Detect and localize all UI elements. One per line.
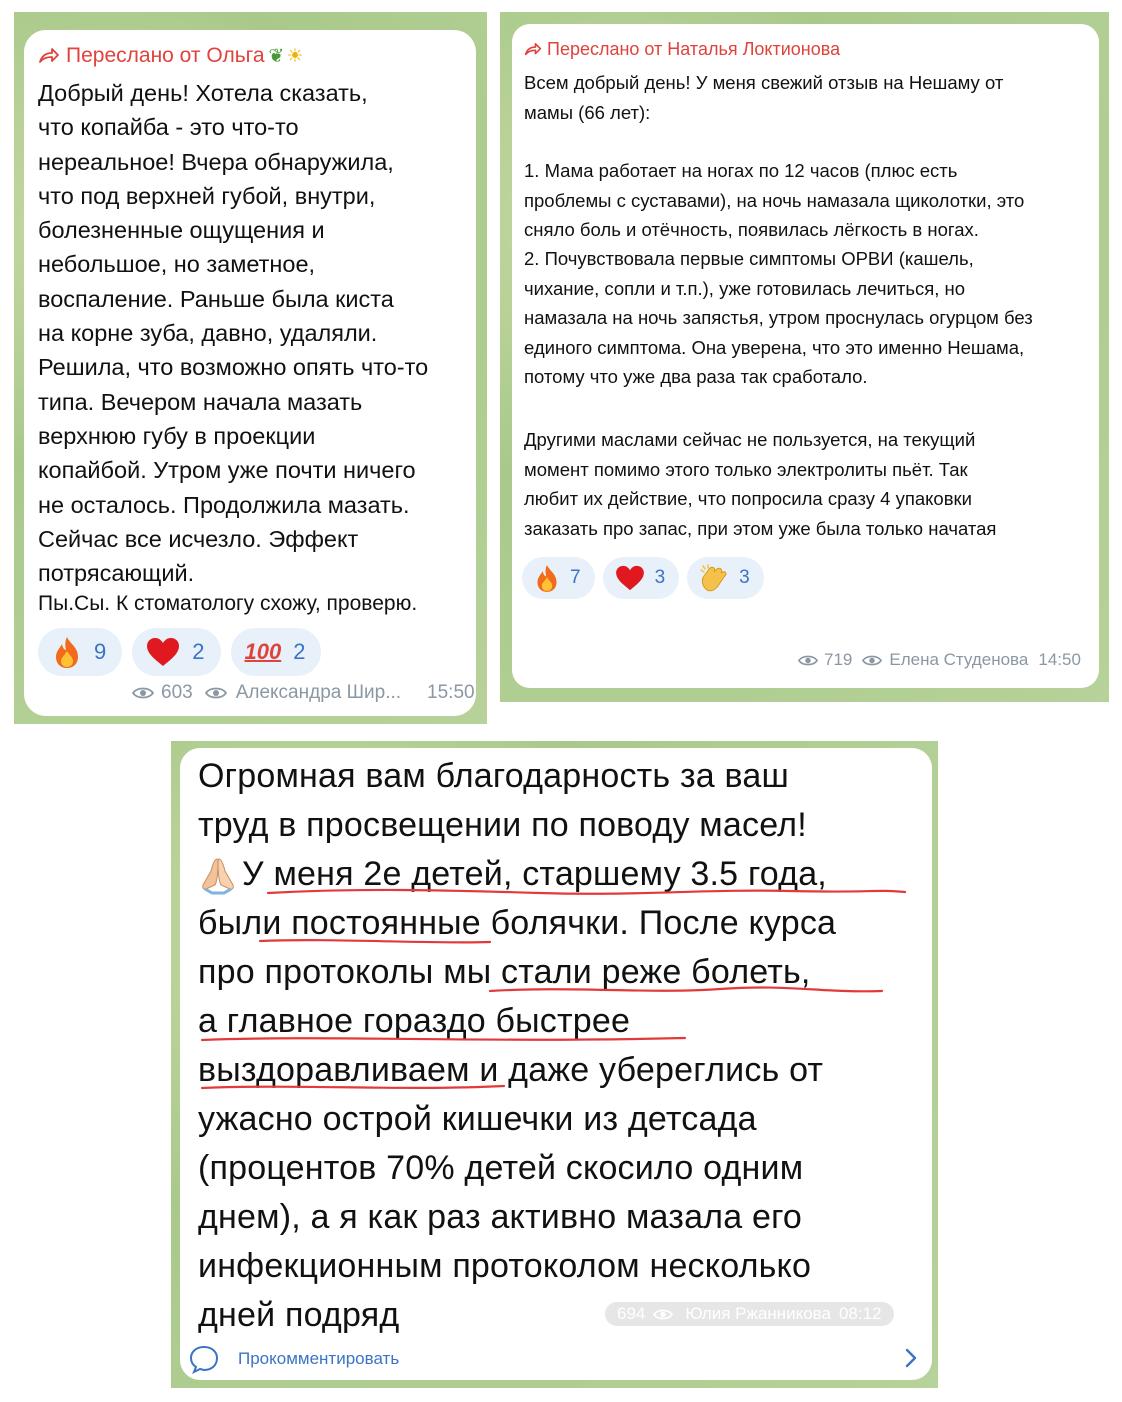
message-time: 14:50 <box>1038 650 1081 669</box>
message-meta <box>798 650 1081 670</box>
text-line: (процентов 70% детей скосило одним <box>198 1149 804 1187</box>
text-line: ужасно острой кишечки из детсада <box>198 1100 757 1138</box>
text-line: инфекционным протоколом несколько <box>198 1247 812 1285</box>
text-line: про протоколы мы стали реже болеть, <box>198 953 811 991</box>
reaction-hundred[interactable] <box>231 628 322 676</box>
reactions-row <box>38 628 321 676</box>
message-time: 08:12 <box>838 1304 882 1323</box>
message-ps: Пы.Сы. К стоматологу схожу, проверю. <box>38 592 418 615</box>
eye-icon <box>132 686 154 700</box>
reaction-heart[interactable] <box>603 557 680 599</box>
message-time: 15:50 <box>427 682 475 703</box>
praying-hands-icon <box>198 855 238 895</box>
text-line: труд в просвещении по поводу масел! <box>198 806 807 844</box>
forwarded-header[interactable] <box>38 44 303 68</box>
text-line: а главное гораздо быстрее <box>198 1002 631 1040</box>
reaction-heart[interactable] <box>132 628 220 676</box>
reaction-clap[interactable] <box>687 557 764 599</box>
clap-icon <box>699 564 729 592</box>
author-signature: Юлия Ржанникова <box>685 1304 831 1323</box>
message-text: Добрый день! Хотела сказать, что копайба - это что-то нереальное! Вчера обнаружила, что под верхней губой, внутри, болезненные ощущения и небольшое, но заметное, воспаление. Раньше была киста на корне зуба, давно, удаляли. Решила, что возможно опять что-то типа. Вечером начала мазать верхнюю губу в проекции копайбой. Утром уже почти ничего не осталось. Продолжила мазать. Сейчас все исчезло. Эффект потрясающий. <box>38 80 429 587</box>
chevron-right-icon <box>904 1348 918 1368</box>
message-bubble-natalya <box>512 24 1099 688</box>
message-meta <box>132 682 475 704</box>
forwarded-label: Переслано от Наталья Локтионова <box>547 39 841 59</box>
heart-icon <box>146 637 180 667</box>
sun-emoji-icon: ☀ <box>286 45 304 67</box>
reaction-fire[interactable] <box>522 557 595 599</box>
text-line: выздоравливаем и даже убереглись от <box>198 1051 824 1089</box>
message-bubble-yulia <box>180 748 932 1380</box>
message-point-1: 1. Мама работает на ногах по 12 часов (плюс есть проблемы с суставами), на ночь намазала щиколотки, это сняло боль и отёчность, появилась лёгкость в ногах. <box>524 160 1025 240</box>
fire-icon <box>534 563 560 593</box>
text-line: дней подряд <box>198 1296 400 1334</box>
text-line: У меня 2е детей, старшему 3.5 года, <box>242 855 827 893</box>
message-text <box>198 752 928 1340</box>
reaction-count: 2 <box>192 639 205 664</box>
views-count: 719 <box>824 650 853 669</box>
text-line: днем), а я как раз активно мазала его <box>198 1198 803 1236</box>
comment-bubble-icon <box>188 1344 220 1374</box>
forwarded-header[interactable] <box>524 39 840 60</box>
leaf-emoji-icon: ❦ <box>268 45 285 67</box>
eye-icon <box>205 686 227 700</box>
text-line: Огромная вам благодарность за ваш <box>198 757 789 795</box>
forward-arrow-icon <box>38 47 60 65</box>
forward-arrow-icon <box>524 42 542 57</box>
reaction-count: 3 <box>739 567 750 588</box>
eye-icon <box>862 654 882 667</box>
message-bubble-olga <box>24 30 476 716</box>
reaction-count: 3 <box>654 567 666 588</box>
views-count: 694 <box>617 1304 646 1323</box>
reaction-fire[interactable] <box>38 628 122 676</box>
comment-label: Прокомментировать <box>238 1349 400 1368</box>
reaction-count: 7 <box>570 567 581 588</box>
forwarded-label: Переслано от Ольга <box>66 44 265 67</box>
reactions-row <box>522 557 764 599</box>
eye-icon <box>798 654 818 667</box>
text-line-with-emoji <box>198 850 928 899</box>
text-line: были постоянные болячки. После курса <box>198 904 837 942</box>
reaction-count: 2 <box>293 639 306 664</box>
hundred-icon: 100 <box>244 639 282 664</box>
heart-icon <box>615 565 645 591</box>
fire-icon <box>52 635 82 669</box>
eye-icon <box>653 1308 673 1321</box>
message-meta <box>605 1302 894 1326</box>
comment-bar[interactable] <box>180 1336 932 1380</box>
author-signature: Елена Студенова <box>889 650 1029 669</box>
reaction-count: 9 <box>94 639 107 664</box>
author-signature: Александра Шир... <box>235 682 402 703</box>
message-point-2: 2. Почувствовала первые симптомы ОРВИ (кашель, чихание, сопли и т.п.), уже готовилась лечиться, но намазала на ночь запястья, утром проснулась огурцом без единого симптома. Она уверена, что это именно Нешама, потому что уже два раза так сработало. <box>524 248 1033 387</box>
message-intro: Всем добрый день! У меня свежий отзыв на Нешаму от мамы (66 лет): <box>524 72 1004 123</box>
message-outro: Другими маслами сейчас не пользуется, на текущий момент помимо этого только электролиты пьёт. Так любит их действие, что попросила сразу 4 упаковки заказать про запас, при этом уже была только начатая <box>524 429 997 539</box>
views-count: 603 <box>161 682 193 703</box>
